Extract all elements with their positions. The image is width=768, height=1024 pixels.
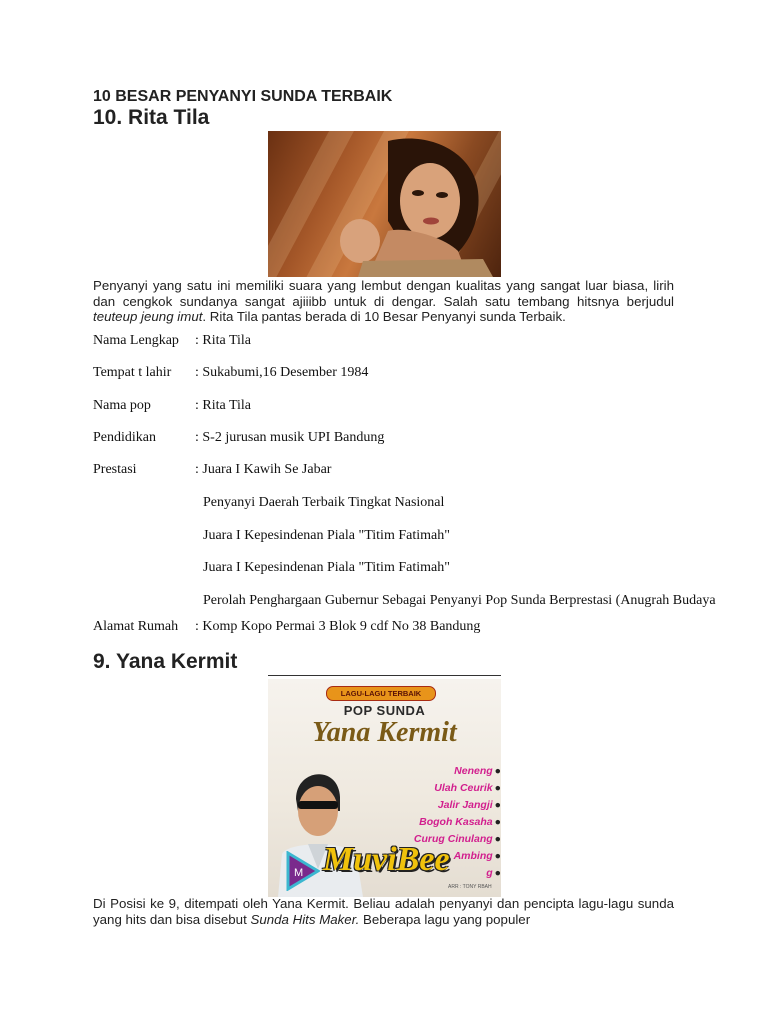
- svg-text:M: M: [294, 867, 304, 879]
- detail-value-full-name: : Rita Tila: [195, 333, 252, 348]
- track-title: g: [486, 867, 493, 879]
- album-cover-image: LAGU-LAGU TERBAIK POP SUNDA Yana Kermit Neneng ● Ulah Ceurik ● Jalir Jangji ● Bogoh Kasaha ● Curug Cinulang ● Ambing ● g ● M MuviBee ARR : TONY RBAH: [268, 679, 501, 897]
- detail-label-achievements: Prestasi: [93, 462, 137, 477]
- section-10-heading: 10. Rita Tila: [93, 106, 210, 129]
- nickname-italic: Sunda Hits Maker.: [250, 911, 360, 927]
- detail-label-address: Alamat Rumah: [93, 619, 179, 634]
- section-10-description: Penyanyi yang satu ini memiliki suara yang lembut dengan kualitas yang sangat luar biasa, lirih dan cengkok sundanya sangat ajiiibb untuk di dengar. Salah satu tembang hitsnya berjudul teuteup jeung imut. Rita Tila pantas berada di 10 Besar Penyanyi sunda Terbaik.: [93, 278, 674, 324]
- detail-value-pop-name: : Rita Tila: [195, 398, 252, 413]
- achievement-item: Perolah Penghargaan Gubernur Sebagai Penyanyi Pop Sunda Berprestasi (Anugrah Budaya: [203, 593, 716, 608]
- cover-badge: LAGU-LAGU TERBAIK: [326, 686, 436, 701]
- song-title-italic: teuteup jeung imut: [93, 309, 203, 324]
- detail-label-full-name: Nama Lengkap: [93, 333, 179, 348]
- achievement-item: Juara I Kepesindenan Piala "Titim Fatimah": [203, 560, 450, 575]
- track-title: Neneng: [454, 765, 493, 777]
- track-title: Ambing: [453, 850, 493, 862]
- achievement-item: Juara I Kepesindenan Piala "Titim Fatimah": [203, 528, 450, 543]
- detail-label-birthplace: Tempat t lahir: [93, 365, 172, 380]
- detail-value-education: : S-2 jurusan musik UPI Bandung: [195, 430, 385, 445]
- cover-genre: POP SUNDA: [343, 703, 426, 718]
- portrait-photo: [268, 131, 501, 277]
- cover-brand-logo: MuviBee: [323, 841, 450, 878]
- achievement-item: Penyanyi Daerah Terbaik Tingkat Nasional: [203, 495, 445, 510]
- document-title: 10 BESAR PENYANYI SUNDA TERBAIK: [93, 88, 393, 105]
- section-9-heading: 9. Yana Kermit: [93, 650, 238, 673]
- track-title: Jalir Jangji: [437, 799, 493, 811]
- detail-label-pop-name: Nama pop: [93, 398, 151, 413]
- heading-rule: [268, 675, 501, 676]
- track-title: Bogoh Kasaha: [419, 816, 493, 828]
- detail-value-birthplace: : Sukabumi,16 Desember 1984: [195, 365, 369, 380]
- cover-artist-name: Yana Kermit: [312, 717, 457, 748]
- track-title: Curug Cinulang: [413, 833, 493, 845]
- track-title: Ulah Ceurik: [434, 782, 493, 794]
- detail-value-achievements: : Juara I Kawih Se Jabar: [195, 462, 332, 477]
- detail-label-education: Pendidikan: [93, 430, 156, 445]
- section-9-description: Di Posisi ke 9, ditempati oleh Yana Kermit. Beliau adalah penyanyi dan pencipta lagu-lagu sunda yang hits dan bisa disebut Sunda Hits Maker. Beberapa lagu yang populer: [93, 896, 674, 927]
- cover-credit: ARR : TONY RBAH: [448, 884, 492, 890]
- detail-value-address: : Komp Kopo Permai 3 Blok 9 cdf No 38 Bandung: [195, 619, 481, 634]
- play-logo-icon: [286, 851, 320, 891]
